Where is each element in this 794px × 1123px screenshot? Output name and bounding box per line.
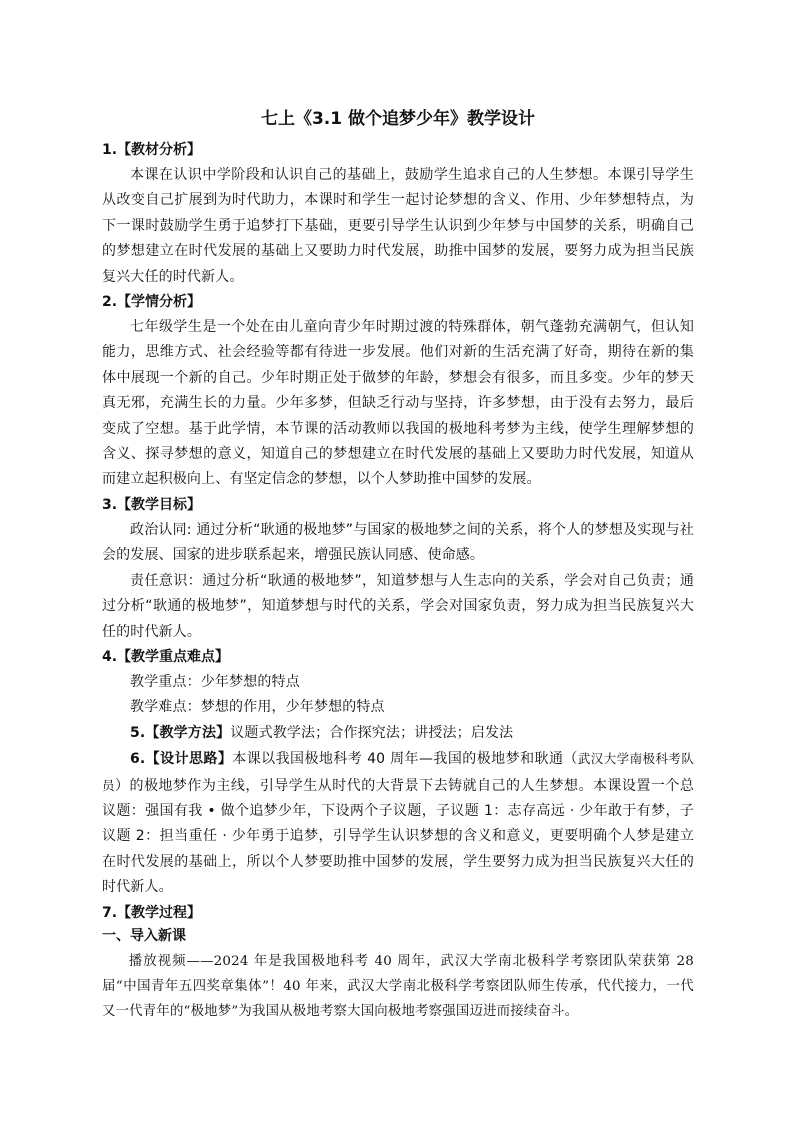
section-heading-student-analysis: 2.【学情分析】 bbox=[102, 294, 202, 311]
subheading-introduction: 一、导入新课 bbox=[102, 927, 186, 944]
design-idea-text-a: 本课以我国极地科考 40 周年—我国的极地梦和耿通（ bbox=[232, 751, 578, 768]
design-idea-note: 武汉大学南极科考队员 bbox=[102, 751, 694, 793]
paragraph-teaching-methods bbox=[102, 721, 694, 746]
line-difficult-point: 教学难点：梦想的作用，少年梦想的特点 bbox=[130, 699, 385, 716]
paragraph-introduction: 播放视频——2024 年是我国极地科考 40 周年，武汉大学南北极科学考察团队荣获第 28 届“中国青年五四奖章集体”！40 年来，武汉大学南北极科学考察团队师生传承，代代接力，一代又一代青年的“极地梦”为我国从极地考察大国向极地考察强国迈进而接续奋斗。 bbox=[102, 953, 694, 1020]
line-key-point: 教学重点：少年梦想的特点 bbox=[130, 673, 300, 690]
paragraph-responsibility: 责任意识：通过分析“耿通的极地梦”，知道梦想与人生志向的关系，学会对自己负责；通过分析“耿通的极地梦”，知道梦想与时代的关系，学会对国家负责，努力成为担当民族复兴大任的时代新人。 bbox=[102, 572, 694, 640]
teaching-methods-text: 议题式教学法；合作探究法；讲授法；启发法 bbox=[230, 724, 514, 741]
document-title: 七上《3.1 做个追梦少年》教学设计 bbox=[260, 109, 536, 129]
section-heading-key-difficult-points: 4.【教学重点难点】 bbox=[102, 648, 230, 665]
section-heading-teaching-goals: 3.【教学目标】 bbox=[102, 496, 202, 513]
design-idea-text-b: ）的极地梦作为主线，引导学生从时代的大背景下去铸就自己的人生梦想。本课设置一个总议题：强国有我 • 做个追梦少年，下设两个子议题，子议题 1：志存高远 · 少年敢于有梦，子议题 2：担当重任 · 少年勇于追梦，引导学生认识梦想的含义和意义，更要明确个人梦是建立在时代发展的基础上，所以个人梦要助推中国梦的发展，学生要努力成为担当民族复兴大任的时代新人。 bbox=[102, 777, 694, 896]
document-page bbox=[102, 108, 694, 1025]
paragraph-political-identity: 政治认同: 通过分析“耿通的极地梦”与国家的极地梦之间的关系，将个人的梦想及实现与社会的发展、国家的进步联系起来，增强民族认同感、使命感。 bbox=[102, 521, 694, 564]
paragraph-student-analysis: 七年级学生是一个处在由儿童向青少年时期过渡的特殊群体，朝气蓬勃充满朝气，但认知能力，思维方式、社会经验等都有待进一步发展。他们对新的生活充满了好奇，期待在新的集体中展现一个新的自己。少年时期正处于做梦的年龄，梦想会有很多，而且多变。少年的梦天真无邪，充满生长的力量。少年多梦，但缺乏行动与坚持，许多梦想，由于没有去努力，最后变成了空想。基于此学情，本节课的活动教师以我国的极地科考梦为主线，使学生理解梦想的含义、探寻梦想的意义，知道自己的梦想建立在时代发展的基础上又要助力时代发展，知道从而建立起积极向上、有坚定信念的梦想，以个人梦助推中国梦的发展。 bbox=[102, 319, 694, 488]
section-heading-textbook-analysis: 1.【教材分析】 bbox=[102, 142, 202, 158]
section-heading-design-idea: 6.【设计思路】 bbox=[130, 751, 233, 768]
paragraph-design-idea bbox=[102, 746, 694, 900]
section-heading-teaching-process: 7.【教学过程】 bbox=[102, 904, 202, 921]
paragraph-textbook-analysis: 本课在认识中学阶段和认识自己的基础上，鼓励学生追求自己的人生梦想。本课引导学生从改变自己扩展到为时代助力，本课时和学生一起讨论梦想的含义、作用、少年梦想特点，为下一课时鼓励学生勇于追梦打下基础，更要引导学生认识到少年梦与中国梦的关系，明确自己的梦想建立在时代发展的基础上又要助力时代发展，助推中国梦的发展，要努力成为担当民族复兴大任的时代新人。 bbox=[102, 167, 694, 285]
section-heading-teaching-methods: 5.【教学方法】 bbox=[130, 724, 231, 741]
